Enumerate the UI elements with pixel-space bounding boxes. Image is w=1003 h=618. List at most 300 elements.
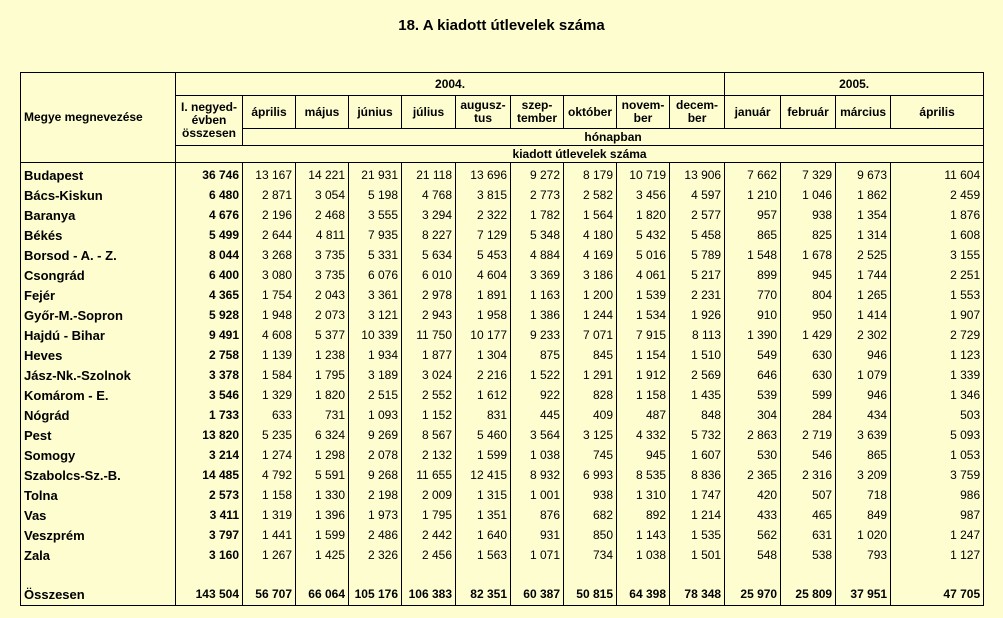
county-name: Baranya (21, 205, 176, 225)
month-value-cell: 2 863 (725, 425, 781, 445)
month-value-cell: 1 314 (836, 225, 891, 245)
table-row (21, 525, 984, 545)
year-2004-header: 2004. (176, 73, 725, 96)
table-row (21, 385, 984, 405)
county-name: Zala (21, 545, 176, 565)
month-value-cell: 503 (891, 405, 984, 425)
month-value-cell: 7 329 (781, 163, 836, 186)
month-value-cell: 770 (725, 285, 781, 305)
month-value-cell: 539 (725, 385, 781, 405)
month-value-cell: 2 322 (456, 205, 511, 225)
month-value-cell: 8 932 (511, 465, 564, 485)
month-value-cell: 1 522 (511, 365, 564, 385)
month-value-cell: 1 339 (891, 365, 984, 385)
table-row (21, 425, 984, 445)
month-value-cell: 5 634 (402, 245, 456, 265)
table-row (21, 505, 984, 525)
month-value-cell: 1 386 (511, 305, 564, 325)
county-name: Szabolcs-Sz.-B. (21, 465, 176, 485)
month-value-cell: 1 907 (891, 305, 984, 325)
month-value-cell: 1 158 (617, 385, 670, 405)
q1-total-cell: 1 733 (176, 405, 243, 425)
q1-total-cell: 143 504 (176, 583, 243, 606)
month-value-cell: 12 415 (456, 465, 511, 485)
month-value-cell: 1 584 (243, 365, 296, 385)
month-value-cell: 409 (564, 405, 617, 425)
month-value-cell: 5 016 (617, 245, 670, 265)
month-value-cell: 78 348 (670, 583, 725, 606)
month-value-cell: 465 (781, 505, 836, 525)
month-value-cell: 64 398 (617, 583, 670, 606)
month-value-cell: 1 346 (891, 385, 984, 405)
month-value-cell: 1 143 (617, 525, 670, 545)
month-value-cell: 10 339 (349, 325, 402, 345)
month-value-cell: 546 (781, 445, 836, 465)
month-value-cell: 1 948 (243, 305, 296, 325)
month-value-cell: 2 644 (243, 225, 296, 245)
month-value-cell: 7 071 (564, 325, 617, 345)
month-value-cell: 1 267 (243, 545, 296, 565)
month-value-cell: 1 640 (456, 525, 511, 545)
month-value-cell: 1 607 (670, 445, 725, 465)
q1-total-cell: 3 214 (176, 445, 243, 465)
month-value-cell: 5 198 (349, 185, 402, 205)
month-value-cell: 850 (564, 525, 617, 545)
month-value-cell: 4 597 (670, 185, 725, 205)
month-value-cell: 4 604 (456, 265, 511, 285)
county-name: Csongrád (21, 265, 176, 285)
month-value-cell: 2 468 (296, 205, 349, 225)
month-value-cell: 1 038 (511, 445, 564, 465)
county-name: Pest (21, 425, 176, 445)
month-value-cell: 1 510 (670, 345, 725, 365)
month-value-cell: 5 217 (670, 265, 725, 285)
month-value-cell: 1 319 (243, 505, 296, 525)
month-value-cell: 1 396 (296, 505, 349, 525)
month-value-cell: 875 (511, 345, 564, 365)
q1-total-cell: 9 491 (176, 325, 243, 345)
table-row (21, 245, 984, 265)
month-header: április (891, 96, 984, 129)
month-value-cell: 1 414 (836, 305, 891, 325)
month-value-cell: 1 020 (836, 525, 891, 545)
month-value-cell: 1 390 (725, 325, 781, 345)
month-value-cell: 3 080 (243, 265, 296, 285)
month-value-cell: 1 563 (456, 545, 511, 565)
month-value-cell: 562 (725, 525, 781, 545)
month-value-cell: 1 354 (836, 205, 891, 225)
month-value-cell: 2 073 (296, 305, 349, 325)
month-value-cell: 2 525 (836, 245, 891, 265)
month-value-cell: 1 315 (456, 485, 511, 505)
month-value-cell: 11 750 (402, 325, 456, 345)
month-value-cell: 37 951 (836, 583, 891, 606)
month-value-cell: 5 453 (456, 245, 511, 265)
month-value-cell: 599 (781, 385, 836, 405)
month-value-cell: 3 361 (349, 285, 402, 305)
q1-total-cell: 8 044 (176, 245, 243, 265)
month-value-cell: 892 (617, 505, 670, 525)
month-value-cell: 1 274 (243, 445, 296, 465)
month-value-cell: 47 705 (891, 583, 984, 606)
month-value-cell: 938 (781, 205, 836, 225)
table-row (21, 305, 984, 325)
table-row (21, 345, 984, 365)
month-value-cell: 6 076 (349, 265, 402, 285)
month-value-cell: 2 459 (891, 185, 984, 205)
q1-total-cell: 13 820 (176, 425, 243, 445)
month-value-cell: 3 125 (564, 425, 617, 445)
month-value-cell: 8 113 (670, 325, 725, 345)
month-value-cell: 8 836 (670, 465, 725, 485)
month-value-cell: 82 351 (456, 583, 511, 606)
month-value-cell: 630 (781, 365, 836, 385)
month-value-cell: 831 (456, 405, 511, 425)
month-value-cell: 284 (781, 405, 836, 425)
month-value-cell: 1 599 (296, 525, 349, 545)
month-value-cell: 507 (781, 485, 836, 505)
month-value-cell: 1 435 (670, 385, 725, 405)
month-value-cell: 8 227 (402, 225, 456, 245)
year-2005-header: 2005. (725, 73, 984, 96)
month-value-cell: 1 876 (891, 205, 984, 225)
month-value-cell: 5 377 (296, 325, 349, 345)
q1-total-header: I. negyed- évben összesen (176, 96, 243, 146)
month-value-cell: 4 608 (243, 325, 296, 345)
q1-total-cell: 3 411 (176, 505, 243, 525)
month-value-cell: 4 768 (402, 185, 456, 205)
month-value-cell: 1 744 (836, 265, 891, 285)
month-value-cell: 3 186 (564, 265, 617, 285)
month-value-cell: 445 (511, 405, 564, 425)
month-value-cell: 1 441 (243, 525, 296, 545)
month-header: novem- ber (617, 96, 670, 129)
month-value-cell: 13 906 (670, 163, 725, 186)
month-header: október (564, 96, 617, 129)
month-header: szep- tember (511, 96, 564, 129)
month-value-cell: 5 235 (243, 425, 296, 445)
county-name: Összesen (21, 583, 176, 606)
month-value-cell: 1 238 (296, 345, 349, 365)
month-value-cell: 1 046 (781, 185, 836, 205)
month-value-cell: 1 298 (296, 445, 349, 465)
month-value-cell: 1 330 (296, 485, 349, 505)
month-value-cell: 1 053 (891, 445, 984, 465)
q1-total-cell: 3 546 (176, 385, 243, 405)
month-value-cell: 7 935 (349, 225, 402, 245)
month-value-cell: 3 189 (349, 365, 402, 385)
q1-total-cell: 6 480 (176, 185, 243, 205)
county-name: Fejér (21, 285, 176, 305)
month-value-cell: 2 719 (781, 425, 836, 445)
month-value-cell: 1 795 (296, 365, 349, 385)
month-value-cell: 1 329 (243, 385, 296, 405)
month-value-cell: 1 158 (243, 485, 296, 505)
month-value-cell: 1 877 (402, 345, 456, 365)
month-value-cell: 3 294 (402, 205, 456, 225)
month-value-cell: 1 564 (564, 205, 617, 225)
month-value-cell: 56 707 (243, 583, 296, 606)
month-value-cell: 530 (725, 445, 781, 465)
month-value-cell: 7 915 (617, 325, 670, 345)
month-value-cell: 910 (725, 305, 781, 325)
month-value-cell: 1 071 (511, 545, 564, 565)
table-row (21, 545, 984, 565)
month-value-cell: 11 655 (402, 465, 456, 485)
month-value-cell: 4 811 (296, 225, 349, 245)
month-value-cell: 731 (296, 405, 349, 425)
month-value-cell: 66 064 (296, 583, 349, 606)
month-value-cell: 745 (564, 445, 617, 465)
month-value-cell: 946 (836, 345, 891, 365)
month-row-label: hónapban (243, 129, 984, 146)
month-value-cell: 1 973 (349, 505, 402, 525)
month-value-cell: 21 118 (402, 163, 456, 186)
county-name: Heves (21, 345, 176, 365)
q1-total-cell: 5 928 (176, 305, 243, 325)
month-value-cell: 2 729 (891, 325, 984, 345)
month-value-cell: 957 (725, 205, 781, 225)
month-header: július (402, 96, 456, 129)
month-value-cell: 6 324 (296, 425, 349, 445)
month-value-cell: 3 564 (511, 425, 564, 445)
month-header: április (243, 96, 296, 129)
month-value-cell: 2 773 (511, 185, 564, 205)
month-value-cell: 1 310 (617, 485, 670, 505)
month-value-cell: 1 093 (349, 405, 402, 425)
month-header: decem- ber (670, 96, 725, 129)
month-header: március (836, 96, 891, 129)
month-value-cell: 2 251 (891, 265, 984, 285)
passport-table (20, 72, 984, 606)
month-value-cell: 3 054 (296, 185, 349, 205)
month-value-cell: 1 958 (456, 305, 511, 325)
month-value-cell: 3 815 (456, 185, 511, 205)
table-row (21, 185, 984, 205)
month-value-cell: 793 (836, 545, 891, 565)
month-value-cell: 865 (725, 225, 781, 245)
county-name: Nógrád (21, 405, 176, 425)
month-value-cell: 2 569 (670, 365, 725, 385)
county-name: Budapest (21, 163, 176, 186)
month-value-cell: 487 (617, 405, 670, 425)
table-row (21, 583, 984, 606)
month-value-cell: 2 456 (402, 545, 456, 565)
month-value-cell: 9 233 (511, 325, 564, 345)
spacer-row (21, 565, 984, 583)
month-value-cell: 5 432 (617, 225, 670, 245)
month-value-cell: 1 247 (891, 525, 984, 545)
month-value-cell: 3 735 (296, 265, 349, 285)
month-value-cell: 899 (725, 265, 781, 285)
month-value-cell: 1 123 (891, 345, 984, 365)
table-title: 18. A kiadott útlevelek száma (398, 17, 605, 34)
month-value-cell: 2 316 (781, 465, 836, 485)
month-value-cell: 5 331 (349, 245, 402, 265)
table-row (21, 205, 984, 225)
month-value-cell: 8 179 (564, 163, 617, 186)
month-value-cell: 849 (836, 505, 891, 525)
month-value-cell: 1 501 (670, 545, 725, 565)
month-value-cell: 434 (836, 405, 891, 425)
month-value-cell: 2 216 (456, 365, 511, 385)
q1-total-cell: 14 485 (176, 465, 243, 485)
month-value-cell: 10 719 (617, 163, 670, 186)
county-name: Békés (21, 225, 176, 245)
month-value-cell: 5 460 (456, 425, 511, 445)
month-value-cell: 9 268 (349, 465, 402, 485)
month-value-cell: 21 931 (349, 163, 402, 186)
month-value-cell: 6 010 (402, 265, 456, 285)
month-value-cell: 5 348 (511, 225, 564, 245)
month-value-cell: 633 (243, 405, 296, 425)
month-value-cell: 1 214 (670, 505, 725, 525)
month-value-cell: 2 943 (402, 305, 456, 325)
month-value-cell: 2 198 (349, 485, 402, 505)
month-value-cell: 1 612 (456, 385, 511, 405)
month-value-cell: 106 383 (402, 583, 456, 606)
month-value-cell: 2 552 (402, 385, 456, 405)
county-name: Komárom - E. (21, 385, 176, 405)
q1-total-cell: 3 160 (176, 545, 243, 565)
table-row (21, 485, 984, 505)
month-value-cell: 2 009 (402, 485, 456, 505)
month-value-cell: 1 535 (670, 525, 725, 545)
month-value-cell: 4 180 (564, 225, 617, 245)
q1-total-cell: 3 797 (176, 525, 243, 545)
month-value-cell: 5 458 (670, 225, 725, 245)
month-value-cell: 9 673 (836, 163, 891, 186)
month-value-cell: 2 231 (670, 285, 725, 305)
month-value-cell: 1 304 (456, 345, 511, 365)
month-value-cell: 1 534 (617, 305, 670, 325)
county-name: Bács-Kiskun (21, 185, 176, 205)
month-value-cell: 3 735 (296, 245, 349, 265)
month-value-cell: 8 567 (402, 425, 456, 445)
month-value-cell: 1 265 (836, 285, 891, 305)
month-value-cell: 14 221 (296, 163, 349, 186)
month-value-cell: 1 820 (296, 385, 349, 405)
month-value-cell: 2 577 (670, 205, 725, 225)
table-row (21, 265, 984, 285)
month-value-cell: 25 809 (781, 583, 836, 606)
county-name: Veszprém (21, 525, 176, 545)
month-value-cell: 931 (511, 525, 564, 545)
county-name: Vas (21, 505, 176, 525)
month-value-cell: 1 926 (670, 305, 725, 325)
month-value-cell: 828 (564, 385, 617, 405)
month-value-cell: 13 696 (456, 163, 511, 186)
month-value-cell: 1 127 (891, 545, 984, 565)
month-value-cell: 876 (511, 505, 564, 525)
table-row (21, 325, 984, 345)
month-value-cell: 646 (725, 365, 781, 385)
month-value-cell: 1 079 (836, 365, 891, 385)
month-value-cell: 13 167 (243, 163, 296, 186)
month-value-cell: 865 (836, 445, 891, 465)
month-value-cell: 50 815 (564, 583, 617, 606)
month-value-cell: 2 078 (349, 445, 402, 465)
month-value-cell: 825 (781, 225, 836, 245)
month-value-cell: 10 177 (456, 325, 511, 345)
month-value-cell: 304 (725, 405, 781, 425)
q1-total-cell: 3 378 (176, 365, 243, 385)
month-value-cell: 3 456 (617, 185, 670, 205)
month-value-cell: 5 591 (296, 465, 349, 485)
table-row (21, 163, 984, 186)
month-value-cell: 2 978 (402, 285, 456, 305)
table-row (21, 365, 984, 385)
month-value-cell: 2 871 (243, 185, 296, 205)
month-value-cell: 4 884 (511, 245, 564, 265)
month-value-cell: 549 (725, 345, 781, 365)
month-value-cell: 2 442 (402, 525, 456, 545)
month-value-cell: 1 152 (402, 405, 456, 425)
table-row (21, 225, 984, 245)
month-value-cell: 11 604 (891, 163, 984, 186)
month-value-cell: 2 302 (836, 325, 891, 345)
month-value-cell: 2 515 (349, 385, 402, 405)
q1-total-cell: 2 758 (176, 345, 243, 365)
unit-label: kiadott útlevelek száma (176, 146, 984, 163)
month-value-cell: 9 272 (511, 163, 564, 186)
month-value-cell: 5 789 (670, 245, 725, 265)
month-value-cell: 3 369 (511, 265, 564, 285)
county-column-header: Megye megnevezése (21, 73, 176, 163)
month-value-cell: 718 (836, 485, 891, 505)
month-value-cell: 1 139 (243, 345, 296, 365)
month-value-cell: 950 (781, 305, 836, 325)
county-name: Győr-M.-Sopron (21, 305, 176, 325)
q1-total-cell: 4 676 (176, 205, 243, 225)
month-value-cell: 734 (564, 545, 617, 565)
month-value-cell: 986 (891, 485, 984, 505)
month-value-cell: 420 (725, 485, 781, 505)
month-value-cell: 1 548 (725, 245, 781, 265)
month-value-cell: 945 (617, 445, 670, 465)
month-value-cell: 1 291 (564, 365, 617, 385)
month-value-cell: 1 599 (456, 445, 511, 465)
month-header: február (781, 96, 836, 129)
month-value-cell: 1 862 (836, 185, 891, 205)
q1-total-cell: 6 400 (176, 265, 243, 285)
month-value-cell: 1 553 (891, 285, 984, 305)
month-value-cell: 433 (725, 505, 781, 525)
month-value-cell: 1 210 (725, 185, 781, 205)
month-value-cell: 1 795 (402, 505, 456, 525)
month-value-cell: 5 093 (891, 425, 984, 445)
month-header: augusz- tus (456, 96, 511, 129)
month-value-cell: 848 (670, 405, 725, 425)
month-value-cell: 1 539 (617, 285, 670, 305)
month-value-cell: 538 (781, 545, 836, 565)
month-value-cell: 845 (564, 345, 617, 365)
month-value-cell: 3 024 (402, 365, 456, 385)
month-value-cell: 1 244 (564, 305, 617, 325)
month-value-cell: 105 176 (349, 583, 402, 606)
month-value-cell: 1 754 (243, 285, 296, 305)
month-value-cell: 946 (836, 385, 891, 405)
month-value-cell: 631 (781, 525, 836, 545)
month-value-cell: 2 582 (564, 185, 617, 205)
month-value-cell: 1 782 (511, 205, 564, 225)
month-value-cell: 6 993 (564, 465, 617, 485)
table-row (21, 285, 984, 305)
month-value-cell: 2 043 (296, 285, 349, 305)
month-value-cell: 3 155 (891, 245, 984, 265)
month-value-cell: 60 387 (511, 583, 564, 606)
month-value-cell: 3 759 (891, 465, 984, 485)
